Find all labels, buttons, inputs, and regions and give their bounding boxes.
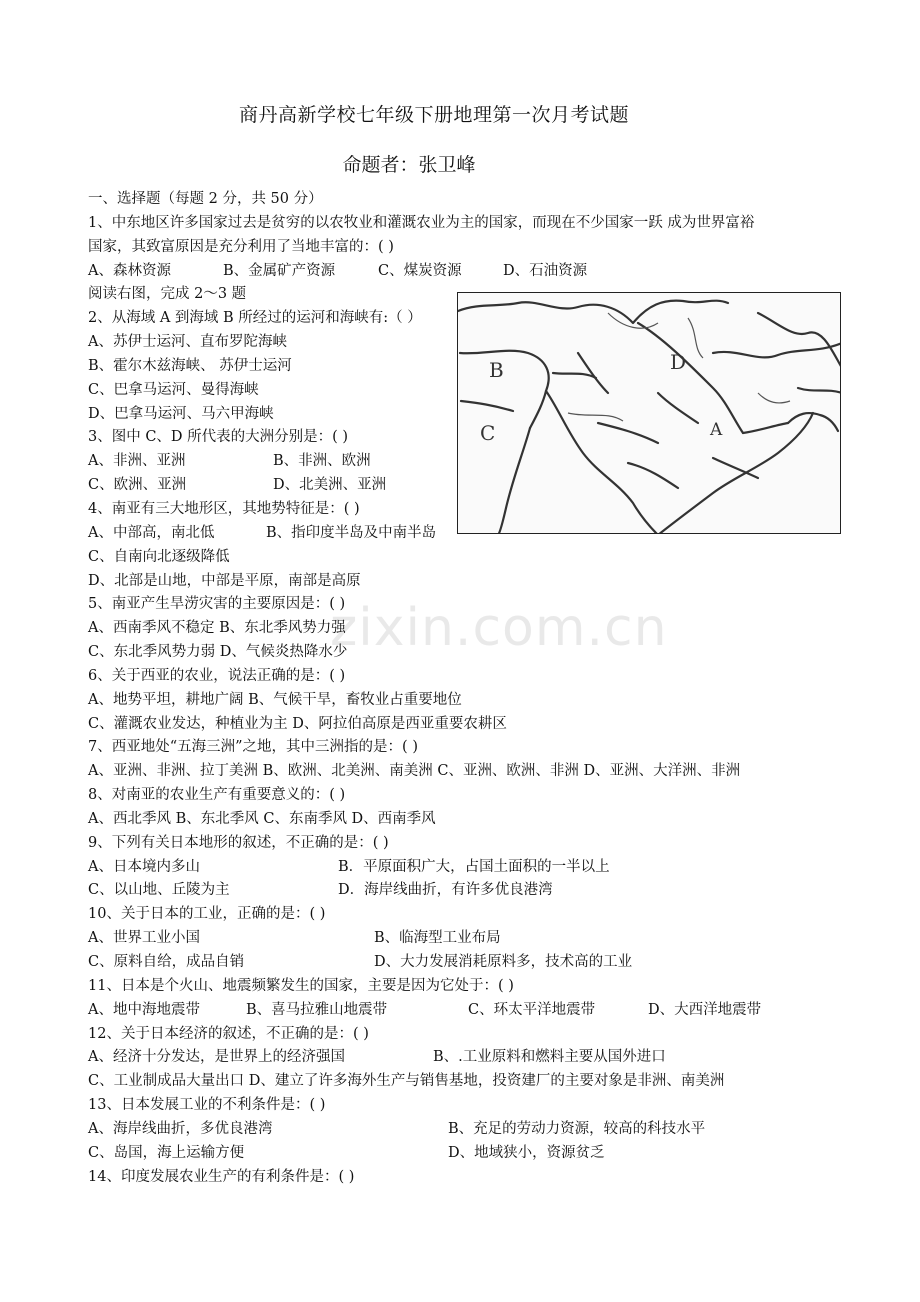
text-line: 6、关于西亚的农业，说法正确的是：( ) (88, 667, 346, 684)
text-line (88, 927, 848, 951)
answer-option: D、北美洲、亚洲 (273, 477, 387, 494)
text-line: A、地势平坦，耕地广阔 B、气候干旱，畜牧业占重要地位 (88, 691, 462, 708)
text-line: 8、对南亚的农业生产有重要意义的：( ) (88, 787, 346, 804)
answer-option: A、森林资源 (88, 262, 171, 279)
answer-option: D、大力发展消耗原料多，技术高的工业 (374, 954, 633, 970)
text-line: 11、日本是个火山、地震频繁发生的国家，主要是因为它处于：( ) (88, 977, 514, 994)
text-line (88, 879, 848, 903)
text-line (88, 450, 848, 474)
answer-option: A、地中海地震带 (88, 1001, 200, 1018)
answer-option: B、.工业原料和燃料主要从国外进口 (433, 1049, 666, 1066)
answer-option: B、充足的劳动力资源，较高的科技水平 (448, 1120, 706, 1137)
answer-option: B．平原面积广大，占国土面积的一半以上 (338, 858, 610, 875)
answer-option: B、金属矿产资源 (223, 262, 336, 279)
text-line: A、西南季风不稳定 B、东北季风势力强 (88, 620, 346, 637)
text-line: C、巴拿马运河、曼得海峡 (88, 381, 259, 398)
text-line: A、苏伊士运河、直布罗陀海峡 (88, 334, 287, 351)
answer-option: A、非洲、亚洲 (88, 453, 186, 470)
answer-option: C、煤炭资源 (378, 262, 462, 279)
map-label-c: C (480, 421, 496, 445)
map-label-a: A (710, 420, 723, 440)
text-line (88, 1142, 848, 1166)
text-line: C、自南向北逐级降低 (88, 548, 230, 565)
map-label-b: B (489, 358, 504, 382)
answer-option: C、环太平洋地震带 (468, 1001, 596, 1018)
text-line: 7、西亚地处“五海三洲”之地，其中三洲指的是：( ) (88, 739, 418, 756)
question-list (88, 188, 848, 1189)
text-line (88, 999, 848, 1023)
answer-option: A、日本境内多山 (88, 858, 200, 875)
text-line (88, 951, 848, 975)
text-line (88, 856, 848, 880)
text-line: 2、从海域 A 到海域 B 所经过的运河和海峡有:（ ） (88, 310, 422, 327)
text-line: 1、中东地区许多国家过去是贫穷的以农牧业和灌溉农业为主的国家，而现在不少国家一跃 成为世界富裕 (88, 214, 755, 231)
text-line: 阅读右图，完成 2～3 题 (88, 286, 247, 303)
watermark: zixin.com.cn (330, 598, 668, 658)
text-line: B、霍尔木兹海峡、 苏伊士运河 (88, 357, 292, 374)
answer-option: A、经济十分发达，是世界上的经济强国 (88, 1049, 345, 1066)
text-line: 13、日本发展工业的不利条件是：( ) (88, 1097, 326, 1114)
text-line (88, 260, 848, 284)
text-line: 10、关于日本的工业，正确的是：( ) (88, 906, 326, 923)
text-line: 5、南亚产生旱涝灾害的主要原因是：( ) (88, 596, 346, 613)
answer-option: C、欧洲、亚洲 (88, 477, 187, 494)
answer-option: C、以山地、丘陵为主 (88, 882, 230, 899)
text-line: D、北部是山地，中部是平原，南部是高原 (88, 572, 361, 589)
text-line: 一、选择题（每题 2 分，共 50 分） (88, 191, 323, 207)
answer-option: B、临海型工业布局 (374, 930, 501, 947)
answer-option: D、地域狭小，资源贫乏 (448, 1144, 605, 1161)
text-line: C、工业制成品大量出口 D、建立了许多海外生产与销售基地，投资建厂的主要对象是非洲、南美洲 (88, 1073, 725, 1090)
text-line (88, 1046, 848, 1070)
map-label-d: D (670, 350, 687, 374)
answer-option: A、海岸线曲折，多优良港湾 (88, 1120, 273, 1137)
answer-option: D．海岸线曲折，有许多优良港湾 (338, 882, 553, 899)
text-line: 国家，其致富原因是充分利用了当地丰富的：( ) (88, 238, 394, 255)
text-line: 3、图中 C、D 所代表的大洲分别是：( ) (88, 429, 349, 446)
answer-option: B、非洲、欧洲 (273, 453, 371, 470)
text-line: 14、印度发展农业生产的有利条件是：( ) (88, 1168, 355, 1185)
text-line (88, 1118, 848, 1142)
text-line: A、亚洲、非洲、拉丁美洲 B、欧洲、北美洲、南美洲 C、亚洲、欧洲、非洲 D、亚洲、大洋洲、非洲 (88, 763, 741, 780)
author-line: 命题者：张卫峰 (342, 154, 476, 176)
answer-option: B、指印度半岛及中南半岛 (266, 524, 437, 541)
text-line: 9、下列有关日本地形的叙述，不正确的是：( ) (88, 834, 389, 851)
text-line: A、西北季风 B、东北季风 C、东南季风 D、西南季风 (88, 810, 436, 827)
answer-option: A、中部高，南北低 (88, 524, 215, 541)
text-line: 12、关于日本经济的叙述，不正确的是：( ) (88, 1025, 369, 1042)
answer-option: A、世界工业小国 (88, 930, 200, 947)
answer-option: D、大西洋地震带 (648, 1001, 762, 1018)
answer-option: B、喜马拉雅山地震带 (246, 1001, 388, 1018)
text-line: 4、南亚有三大地形区，其地势特征是：( ) (88, 500, 360, 517)
text-line (88, 522, 848, 546)
answer-option: C、岛国，海上运输方便 (88, 1144, 245, 1161)
answer-option: D、石油资源 (503, 262, 588, 279)
text-line: C、灌溉农业发达，种植业为主 D、阿拉伯高原是西亚重要农耕区 (88, 715, 507, 732)
text-line: C、东北季风势力弱 D、气候炎热降水少 (88, 644, 348, 661)
text-line (88, 474, 848, 498)
text-line: D、巴拿马运河、马六甲海峡 (88, 405, 274, 422)
exam-title: 商丹高新学校七年级下册地理第一次月考试题 (238, 104, 629, 126)
answer-option: C、原料自给，成品自销 (88, 954, 245, 970)
